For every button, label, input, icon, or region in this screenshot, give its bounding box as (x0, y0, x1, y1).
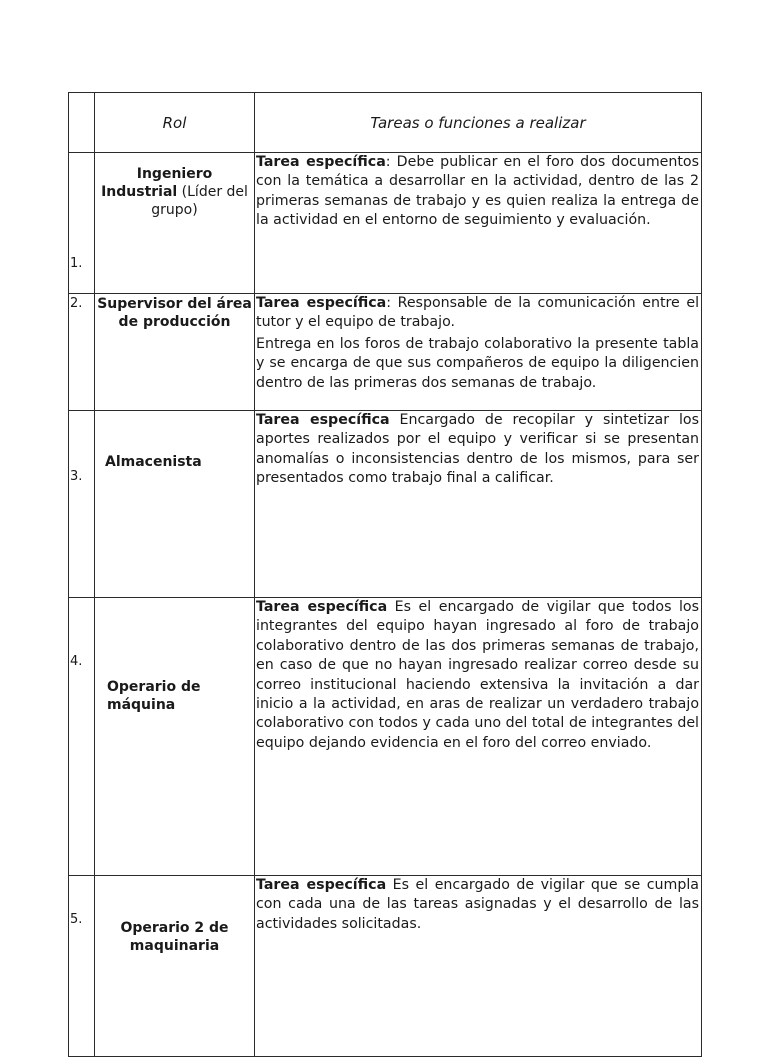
task-text-2: Entrega en los foros de trabajo colaborativo la presente tabla y se encarga de que sus compañeros de equipo la diligencien dentro de las primeras dos semanas de trabajo. (256, 335, 699, 391)
role-cell (95, 153, 255, 294)
row-number: 5. (69, 876, 95, 1057)
table-row (69, 876, 702, 1057)
task-label: Tarea específica (256, 877, 387, 893)
role-name: Operario 2 de maquinaria (120, 920, 229, 954)
role-cell (95, 876, 255, 1057)
role-cell (95, 411, 255, 598)
task-cell (255, 153, 702, 294)
role-name: Operario de máquina (107, 679, 201, 713)
task-text: Es el encargado de vigilar que se cumpla con cada una de las tareas asignadas y el desarrollo de las actividades solicitadas. (256, 877, 699, 932)
task-text: Es el encargado de vigilar que todos los integrantes del equipo hayan ingresado al foro de trabajo colaborativo dentro de las dos primeras semanas de trabajo, en caso de que no hayan ingresado realizar correo desde su correo institucional haciendo extensiva la invitación a dar inicio a la actividad, en aras de realizar un verdadero trabajo colaborativo con todos y cada uno del total de integrantes del equipo dejando evidencia en el foro del correo enviado. (256, 599, 699, 751)
role-cell (95, 598, 255, 876)
task-label: Tarea específica (256, 295, 387, 311)
header-num-cell (69, 93, 95, 153)
header-tareas: Tareas o funciones a realizar (255, 93, 702, 153)
task-label: Tarea específica (256, 599, 388, 615)
role-name: Ingeniero Industrial (101, 166, 213, 200)
role-cell (95, 294, 255, 411)
table-row (69, 294, 702, 411)
table-row (69, 411, 702, 598)
row-number: 1. (69, 153, 95, 294)
row-number: 3. (69, 411, 95, 598)
row-number: 2. (69, 294, 95, 411)
table-header-row (69, 93, 702, 153)
task-text: : Responsable de la comunicación entre el tutor y el equipo de trabajo. (256, 295, 700, 331)
task-cell (255, 294, 702, 411)
task-label: Tarea específica (256, 154, 386, 170)
row-number: 4. (69, 598, 95, 876)
role-name: Supervisor del área de producción (97, 296, 252, 330)
table-row (69, 153, 702, 294)
table-row (69, 598, 702, 876)
task-text: : Debe publicar en el foro dos documentos con la temática a desarrollar en la actividad, dentro de las 2 primeras semanas de trabajo y es quien realiza la entrega de la actividad en el entorno de seguimiento y evaluación. (256, 154, 699, 229)
role-note: (Líder del grupo) (151, 184, 248, 218)
task-cell (255, 876, 702, 1057)
task-cell (255, 411, 702, 598)
task-text: Encargado de recopilar y sintetizar los aportes realizados por el equipo y verificar si se presentan anomalías o inconsistencias dentro de los mismos, para ser presentados como trabajo final a calificar. (256, 412, 699, 487)
role-name: Almacenista (105, 454, 202, 470)
roles-table (68, 92, 702, 1057)
header-rol: Rol (95, 93, 255, 153)
task-label: Tarea específica (256, 412, 390, 428)
task-cell (255, 598, 702, 876)
